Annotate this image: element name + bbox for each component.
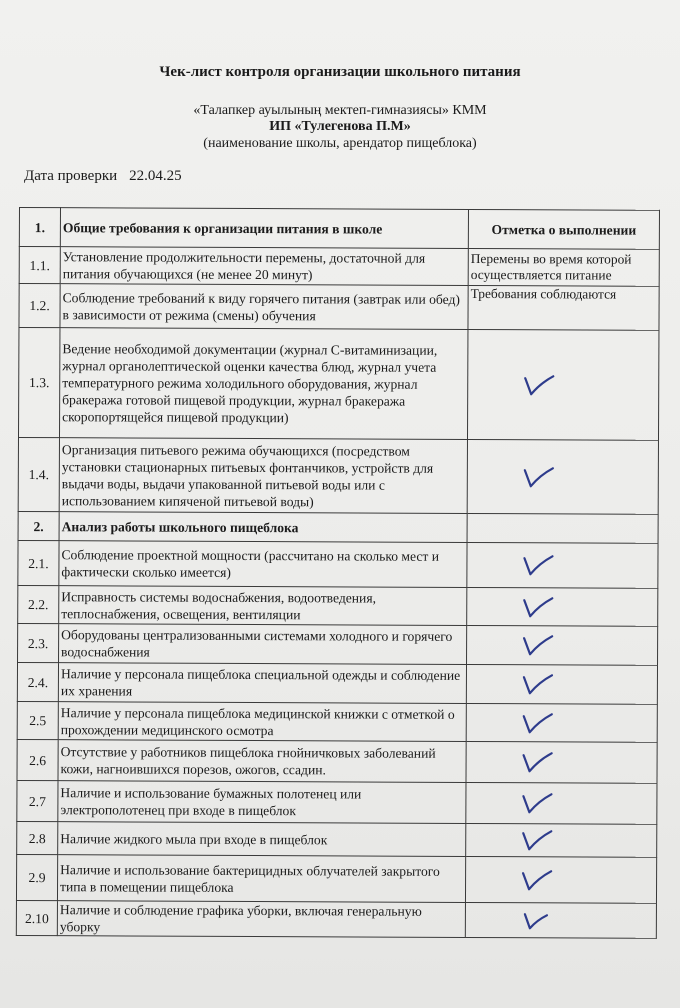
row-text: Общие требования к организации питания в школе xyxy=(60,208,468,249)
row-number: 2.1. xyxy=(18,540,59,585)
table-row xyxy=(18,623,658,665)
row-text: Наличие жидкого мыла при входе в пищеблок xyxy=(58,822,466,857)
checklist-table xyxy=(16,207,660,939)
row-number: 2.9 xyxy=(16,854,57,900)
checkmark-icon xyxy=(521,673,555,695)
row-number: 2.4. xyxy=(17,662,58,701)
row-number: 1.4. xyxy=(18,438,59,512)
row-text: Исправность системы водоснабжения, водоотведения, теплоснабжения, освещения, вентиляции xyxy=(59,586,467,626)
row-number: 2.2. xyxy=(18,585,59,623)
mark-note: Требования соблюдаются xyxy=(470,285,617,302)
row-mark xyxy=(468,285,659,330)
checkmark-icon xyxy=(520,909,554,931)
table-row xyxy=(19,208,659,250)
date-label: Дата проверки xyxy=(24,168,118,184)
row-mark xyxy=(467,542,658,588)
table-row xyxy=(17,662,657,704)
row-mark xyxy=(466,664,657,704)
row-mark xyxy=(465,902,656,938)
row-mark xyxy=(467,587,658,626)
row-mark xyxy=(467,329,658,440)
table-row xyxy=(18,511,658,543)
table-row xyxy=(16,854,656,903)
date-value: 22.04.25 xyxy=(129,168,182,184)
table-row xyxy=(17,780,657,824)
checkmark-icon xyxy=(521,751,555,773)
table-row xyxy=(17,739,657,783)
row-mark xyxy=(467,625,658,665)
checkmark-icon xyxy=(522,466,556,488)
document-title: Чек-лист контроля организации школьного питания xyxy=(159,64,521,80)
inspection-date xyxy=(24,168,182,185)
row-text: Анализ работы школьного пищеблока xyxy=(59,512,467,543)
row-number: 1. xyxy=(19,208,60,247)
row-number: 2.10 xyxy=(16,900,57,935)
row-text: Наличие у персонала пищеблока медицинской книжки с отметкой о прохождении медицинского осмотра xyxy=(58,702,466,742)
checkmark-icon xyxy=(521,634,555,656)
row-text: Соблюдение требований к виду горячего питания (завтрак или обед) в зависимости от режима (смены) обучения xyxy=(60,284,468,330)
header-caption: (наименование школы, арендатор пищеблока) xyxy=(203,136,477,151)
row-text: Организация питьевого режима обучающихся (посредством установки стационарных питьевых фонтанчиков, устройств для выдачи воды, выдачи упакованной питьевой воды или с использованием кипяченой питьевой воды) xyxy=(59,438,467,514)
table-row xyxy=(16,900,656,938)
row-mark xyxy=(466,741,657,783)
table-row xyxy=(18,328,658,441)
row-mark xyxy=(467,439,658,514)
checkmark-icon xyxy=(522,374,556,396)
row-text: Наличие и использование бактерицидных облучателей закрытого типа в помещении пищеблока xyxy=(57,855,465,903)
mark-note: Перемены во время которой осуществляется питание xyxy=(470,250,632,283)
row-mark: Отметка о выполнении xyxy=(468,209,659,249)
row-number: 1.3. xyxy=(18,328,59,438)
row-text: Ведение необходимой документации (журнал С-витаминизации, журнал органолептической оценки качества блюд, журнал учета температурного режима холодильного оборудования, журнал бракеража готовой пищевой продукции, журнал бракеража скоропортящейся пищевой продукции) xyxy=(59,328,467,440)
row-number: 1.2. xyxy=(19,284,60,328)
row-number: 2.5 xyxy=(17,701,58,739)
table-row xyxy=(18,585,658,626)
checkmark-icon xyxy=(520,792,554,814)
checkmark-icon xyxy=(521,596,555,618)
row-text: Оборудованы централизованными системами холодного и горячего водоснабжения xyxy=(59,624,467,665)
table-row xyxy=(19,247,659,287)
checkmark-icon xyxy=(520,869,554,891)
row-number: 2.7 xyxy=(17,780,58,821)
table-row xyxy=(17,821,657,857)
table-row xyxy=(18,438,658,515)
row-text: Отсутствие у работников пищеблока гнойничковых заболеваний кожи, нагноившихся порезов, ожогов, ссадин. xyxy=(58,740,466,783)
row-mark xyxy=(466,782,657,824)
row-text: Соблюдение проектной мощности (рассчитано на сколько мест и фактически сколько имеется) xyxy=(59,541,467,588)
row-mark xyxy=(466,703,657,742)
row-text: Установление продолжительности перемены, достаточной для питания обучающихся (не менее 20 минут) xyxy=(60,247,468,286)
row-number: 2.8 xyxy=(17,821,58,854)
row-mark xyxy=(468,248,659,286)
checkmark-icon xyxy=(521,712,555,734)
table-row xyxy=(18,540,658,588)
checkmark-icon xyxy=(521,554,555,576)
school-name: «Талапкер ауылының мектеп-гимназиясы» КММ xyxy=(193,103,487,118)
checkmark-icon xyxy=(520,829,554,851)
row-text: Наличие у персонала пищеблока специальной одежды и соблюдение их хранения xyxy=(58,663,466,704)
row-text: Наличие и соблюдение графика уборки, включая генеральную уборку xyxy=(57,901,465,938)
row-number: 2.6 xyxy=(17,739,58,780)
row-number: 1.1. xyxy=(19,247,60,284)
row-number: 2.3. xyxy=(18,623,59,662)
row-text: Наличие и использование бумажных полотенец или электрополотенец при входе в пищеблок xyxy=(58,781,466,824)
row-mark xyxy=(467,513,658,543)
row-number: 2. xyxy=(18,511,59,540)
table-row xyxy=(19,284,659,331)
table-row xyxy=(17,701,657,742)
tenant-name: ИП «Тулегенова П.М» xyxy=(269,119,411,134)
row-mark xyxy=(465,856,656,903)
row-mark xyxy=(466,823,657,857)
